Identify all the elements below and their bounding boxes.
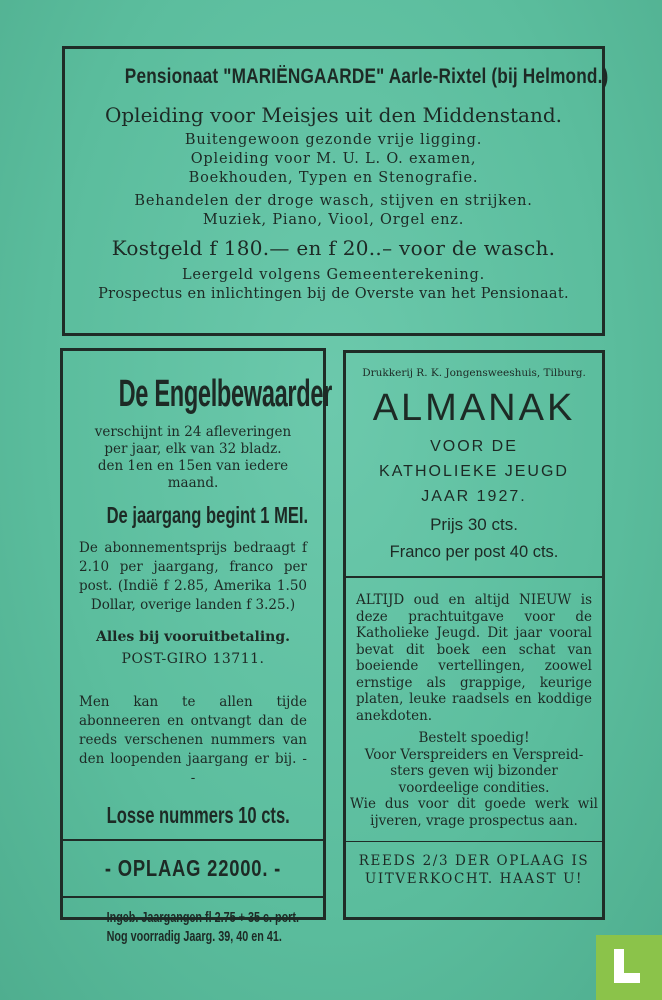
engelbewaarder-jaargang: De jaargang begint 1 MEI. (106, 502, 309, 528)
almanak-resellers-line: voordeelige condities. (398, 779, 550, 796)
almanak-post-price: Franco per post 40 cts. (389, 543, 559, 561)
pensionaat-price: Kostgeld f 180.— en f 20..– voor de wasch. (111, 236, 556, 260)
pensionaat-line: Muziek, Piano, Viool, Orgel enz. (202, 212, 465, 228)
engelbewaarder-bound-line: Nog voorradig Jaarg. 39, 40 en 41. (106, 928, 282, 945)
pensionaat-subheading: Opleiding voor Meisjes uit den Middenstand. (104, 103, 562, 127)
engelbewaarder-giro: POST-GIRO 13711. (121, 651, 265, 667)
almanak-promote-text: Wie dus voor dit goede werk wil ijveren, vrage prospectus aan. (350, 796, 598, 829)
pensionaat-line: Buitengewoon gezonde vrije ligging. (184, 132, 483, 148)
almanak-title-line: JAAR 1927. (421, 488, 527, 505)
almanak-title-line: KATHOLIEKE JEUGD (379, 463, 569, 480)
pensionaat-footer-line: Leergeld volgens Gemeenterekening. (181, 267, 486, 283)
engelbewaarder-title: De Engelbewaarder (118, 373, 332, 415)
almanak-resellers-line: Voor Verspreiders en Verspreid- (364, 746, 584, 763)
engelbewaarder-payment: Alles bij vooruitbetaling. (95, 629, 291, 645)
engelbewaarder-subscribe-text: Men kan te allen tijde abonneeren en ontvangt dan de reeds verschenen nummers van den loopenden jaargang er bij. - - (79, 694, 307, 786)
almanak-printer: Drukkerij R. K. Jongensweeshuis, Tilburg. (362, 367, 586, 379)
almanak-sold-line: REEDS 2/3 DER OPLAAG IS (358, 853, 590, 869)
pensionaat-footer-line: Prospectus en inlichtingen bij de Overste van het Pensionaat. (98, 286, 569, 302)
pensionaat-heading: Pensionaat "MARIËNGAARDE" Aarle-Rixtel (bij Helmond.) (124, 65, 609, 88)
almanak-price: Prijs 30 cts. (430, 515, 518, 534)
engelbewaarder-intro-line: den 1en en 15en van iedere maand. (97, 458, 289, 491)
engelbewaarder-price-text: De abonnementsprijs bedraagt f 2.10 per jaargang, franco per post. (Indië f 2.85, Amerika 1.50 Dollar, overige landen f 3.25.) (79, 540, 307, 613)
almanak-resellers-line: sters geven wij bizonder (390, 763, 558, 779)
almanak-title-line: VOOR DE (430, 438, 518, 455)
pensionaat-line: Opleiding voor M. U. L. O. examen, (190, 151, 477, 167)
almanak-title: ALMANAK (372, 387, 576, 429)
pensionaat-advertisement (62, 46, 609, 336)
pensionaat-line: Boekhouden, Typen en Stenografie. (188, 170, 479, 186)
pensionaat-line: Behandelen der droge wasch, stijven en strijken. (134, 193, 533, 209)
divider (63, 839, 323, 841)
engelbewaarder-oplaag: - OPLAAG 22000. - (104, 855, 282, 881)
almanak-sold-line: UITVERKOCHT. HAAST U! (364, 871, 584, 887)
engelbewaarder-intro-line: per jaar, elk van 32 bladz. (104, 441, 282, 457)
almanak-advertisement (343, 350, 605, 920)
almanak-order: Bestelt spoedig! (418, 730, 530, 746)
engelbewaarder-bound-line: Ingeb. Jaargangen fl 2.75 + 35 c. port. (106, 909, 299, 926)
engelbewaarder-losse-nummers: Losse nummers 10 cts. (106, 802, 290, 828)
corner-logo-icon (596, 935, 662, 1000)
divider (346, 841, 602, 842)
divider (346, 576, 602, 578)
almanak-description: ALTIJD oud en altijd NIEUW is deze prachtuitgave voor de Katholieke Jeugd. Dit jaar vooral bevat dit boek een schat van boeiende vertellingen, zoowel ernstige als grappige, keurige platen, leuke raadsels en koddige anekdoten. (356, 592, 592, 724)
engelbewaarder-advertisement (60, 348, 332, 945)
engelbewaarder-intro-line: verschijnt in 24 afleveringen (94, 424, 292, 440)
